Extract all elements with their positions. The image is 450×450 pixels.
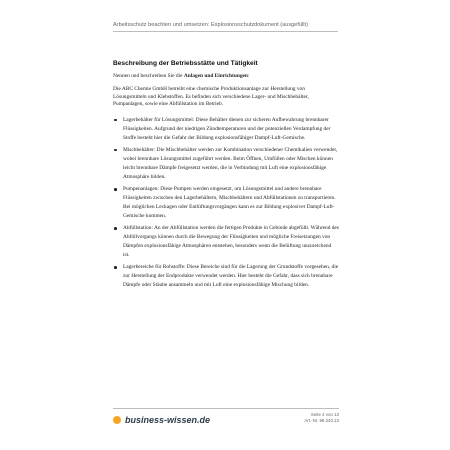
bullet-icon [114,149,117,152]
bullet-icon [114,119,117,122]
article-number: Art.-Nr. 99.240.13 [304,418,339,423]
page-number: Seite 4 von 13 [310,412,339,417]
bullet-icon [114,188,117,191]
section-intro [113,73,339,80]
list-item-text: Pumpenanlagen: Diese Pumpen werden eingesetzt, um Lösungsmittel und andere brennbare Flüssigkeiten zwischen den Lagerbehältern, Mischbehältern und Abfüllstationen zu transportieren. Bei möglichen Leckagen oder Entlüftungsvorgängen kann es zur Bildung explosiver Dampf-Luft-Gemische kommen. [123,185,336,219]
bullet-icon [114,266,117,269]
document-header [113,22,338,32]
section-heading: Beschreibung der Betriebsstätte und Tätigkeit [113,60,258,67]
list-item [113,224,339,260]
list-item-text: Abfüllstation: An der Abfüllstation werden die fertigen Produkte in Gebinde abgefüllt. Während des Abfüllvorgangs können durch die Bewegung der Flüssigkeiten und mögliche Freisetzungen von Dämpfen explosionsfähige Atmosphären entstehen, besonders wenn die Belüftung unzureichend ist. [123,224,339,258]
page-meta [304,412,339,424]
facility-list [113,116,339,290]
list-item-text: Mischbehälter: Die Mischbehälter werden zur Kombination verschiedener Chemikalien verwendet, wobei brennbare Lösungsmittel zugeführt werden. Beim Öffnen, Umfüllen oder Mischen können leicht brennbare Dämpfe freigesetzt werden, die in Verbindung mit Luft eine explosionsfähige Atmosphäre bilden. [123,146,338,180]
description-paragraph: Die ABC Chemie GmbH betreibt eine chemische Produktionsanlage zur Herstellung von Lösungsmitteln und Klebstoffen. Es befinden sich verschiedene Lager- und Mischbehälter, Pumpanlagen, sowie eine Abfüllstation im Betrieb. [113,86,309,108]
header-title: Arbeitsschutz beachten und umsetzen: Explosionsschutzdokument (ausgefüllt) [113,22,308,28]
intro-prefix: Nennen und beschreiben Sie die [113,73,184,79]
list-item-text: Lagerbereiche für Rohstoffe: Diese Bereiche sind für die Lagerung der Grundstoffe vorgesehen, die zur Herstellung der Endprodukte verwendet werden. Hier besteht die Gefahr, dass sich brennbare Dämpfe oder Stäube ansammeln und mit Luft eine explosionsfähige Mischung bilden. [123,263,339,288]
logo-text: business-wissen.de [125,415,211,425]
intro-emphasis: Anlagen und Einrichtungen [183,73,248,79]
page-content [113,60,339,293]
bullet-icon [114,227,117,230]
list-item [113,146,339,182]
list-item [113,263,339,290]
intro-suffix: : [247,73,250,79]
footer-divider [113,408,339,409]
list-item [113,185,339,221]
logo-dot-icon [113,416,121,424]
list-item-text: Lagerbehälter für Lösungsmittel: Diese Behälter dienen zur sicheren Aufbewahrung brennbarer Flüssigkeiten. Aufgrund der niedrigen Zündtemperaturen und der potenziellen Verdampfung der Stoffe besteht hier die Gefahr der Bildung explosionsfähiger Dampf-Luft-Gemische. [123,116,331,141]
business-wissen-logo [113,414,210,426]
list-item [113,116,339,143]
